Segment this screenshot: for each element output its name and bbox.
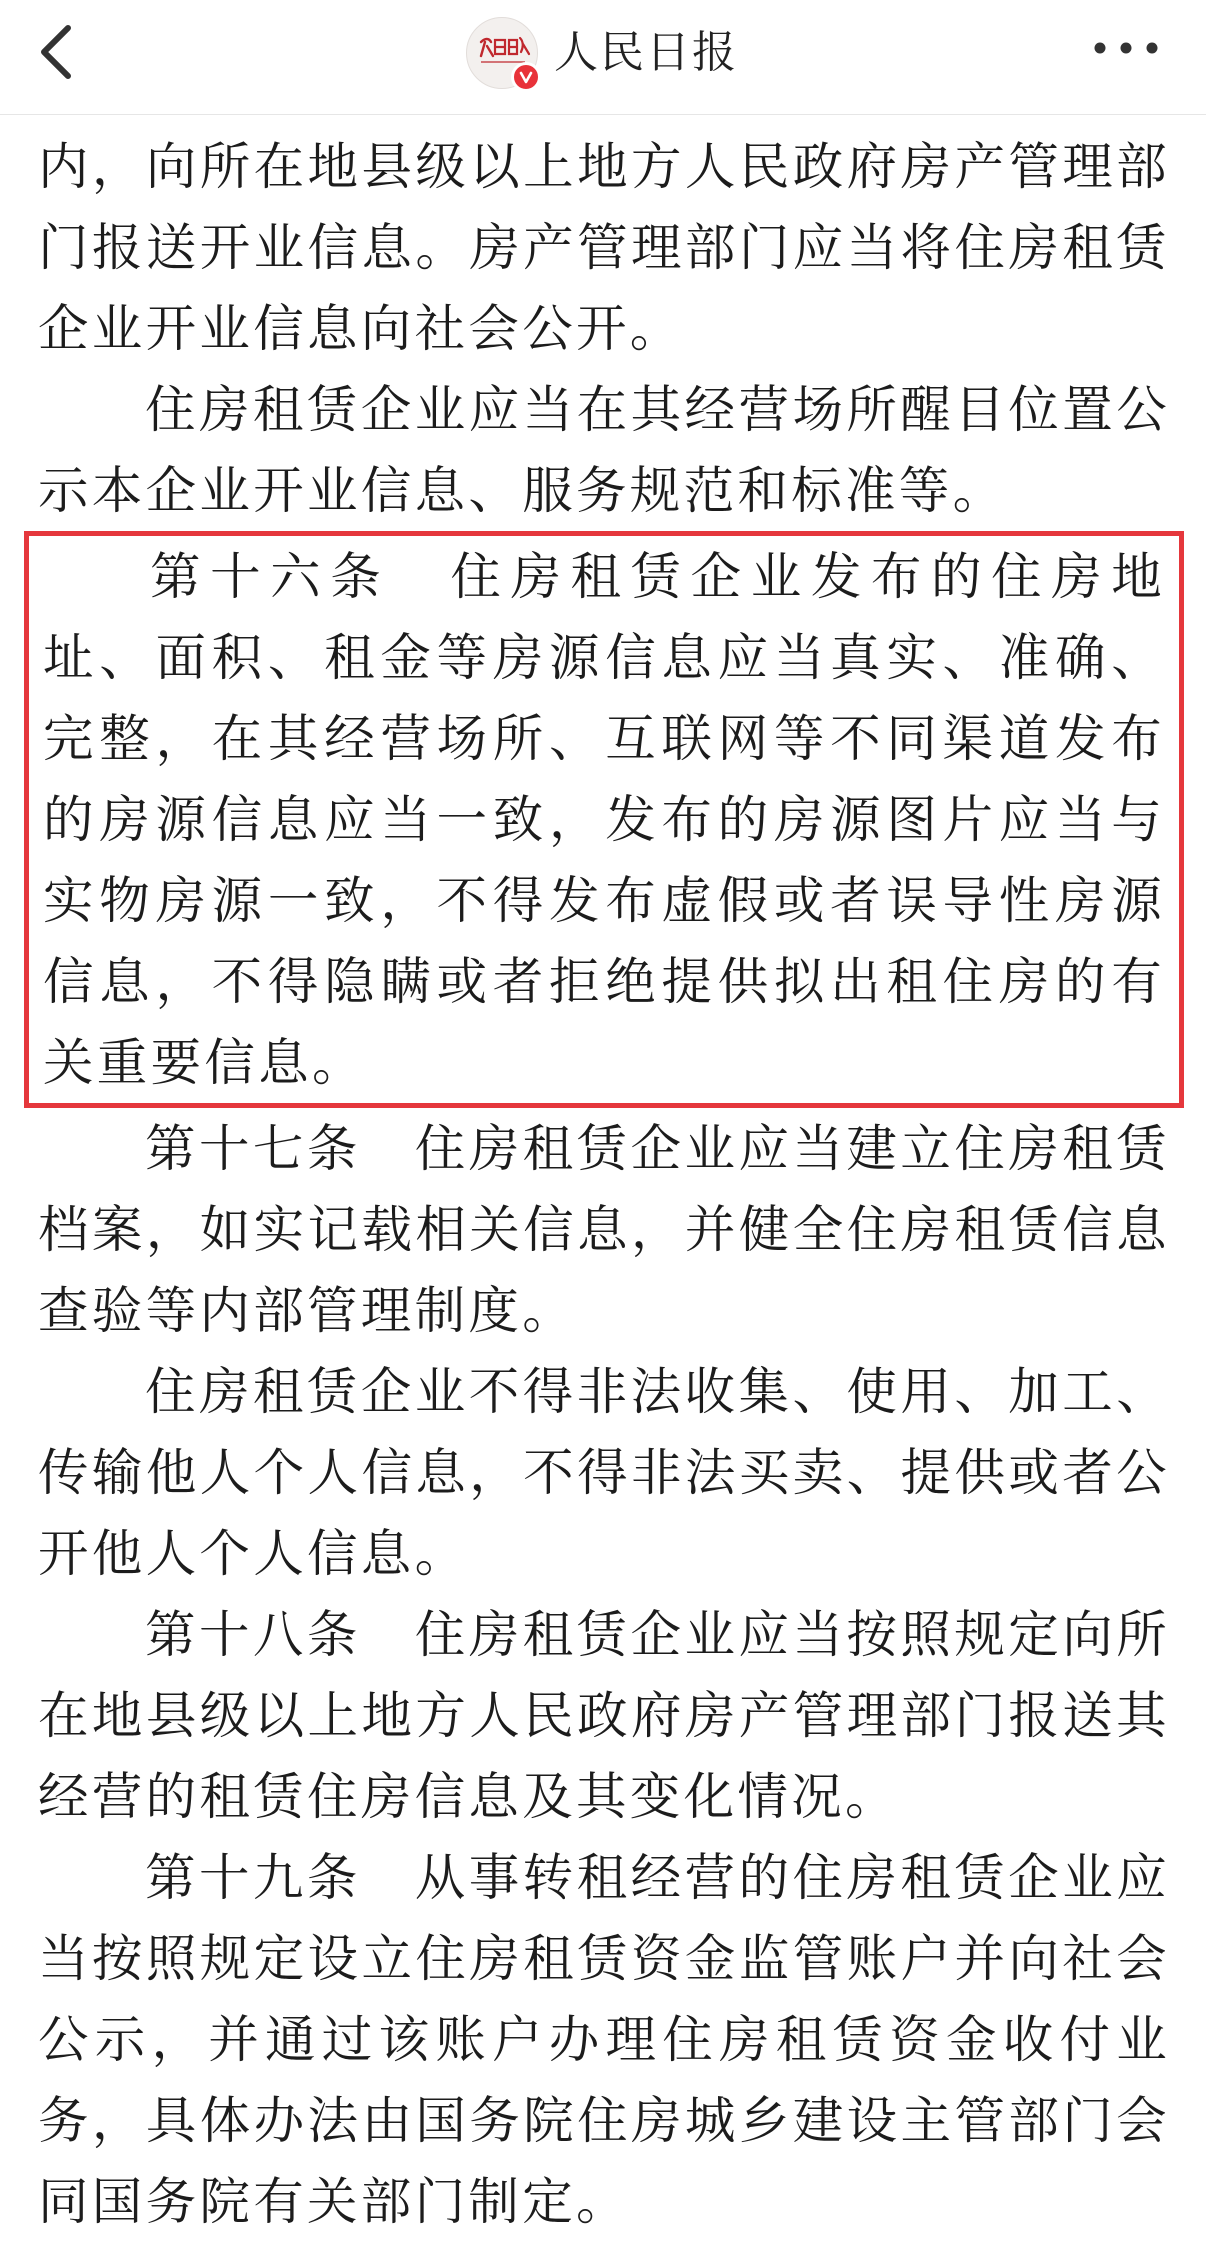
more-dots-icon <box>1086 28 1166 68</box>
article-article-16: 第十六条 住房租赁企业发布的住房地址、面积、租金等房源信息应当真实、准确、完整，在其经营场所、互联网等不同渠道发布的房源信息应当一致，发布的房源图片应当与实物房源一致，不得发布虚假或者误导性房源信息，不得隐瞒或者拒绝提供拟出租住房的有关重要信息。 <box>43 547 1165 1092</box>
back-button[interactable] <box>28 14 84 86</box>
more-button[interactable] <box>1086 28 1166 68</box>
avatar[interactable] <box>466 17 538 89</box>
article-paragraph: 内，向所在地县级以上地方人民政府房产管理部门报送开业信息。房产管理部门应当将住房租赁企业开业信息向社会公开。 <box>38 137 1170 358</box>
article-body <box>38 126 1170 2242</box>
account-header[interactable] <box>466 14 738 92</box>
article-article-17: 第十七条 住房租赁企业应当建立住房租赁档案，如实记载相关信息，并健全住房租赁信息查验等内部管理制度。 <box>38 1119 1170 1340</box>
top-bar <box>0 0 1206 115</box>
verified-v-icon <box>518 69 534 85</box>
chevron-left-icon <box>28 14 84 86</box>
article-article-19: 第十九条 从事转租经营的住房租赁企业应当按照规定设立住房租赁资金监管账户并向社会公示，并通过该账户办理住房租赁资金收付业务，具体办法由国务院住房城乡建设主管部门会同国务院有关部门制定。 <box>38 1848 1170 2231</box>
article-paragraph: 住房租赁企业应当在其经营场所醒目位置公示本企业开业信息、服务规范和标准等。 <box>38 380 1170 520</box>
verified-badge <box>511 62 541 92</box>
highlight-box <box>24 531 1184 1108</box>
article-article-18: 第十八条 住房租赁企业应当按照规定向所在地县级以上地方人民政府房产管理部门报送其经营的租赁住房信息及其变化情况。 <box>38 1605 1170 1826</box>
account-name[interactable]: 人民日报 <box>554 27 738 78</box>
article-paragraph: 住房租赁企业不得非法收集、使用、加工、传输他人个人信息，不得非法买卖、提供或者公开他人个人信息。 <box>38 1362 1170 1583</box>
